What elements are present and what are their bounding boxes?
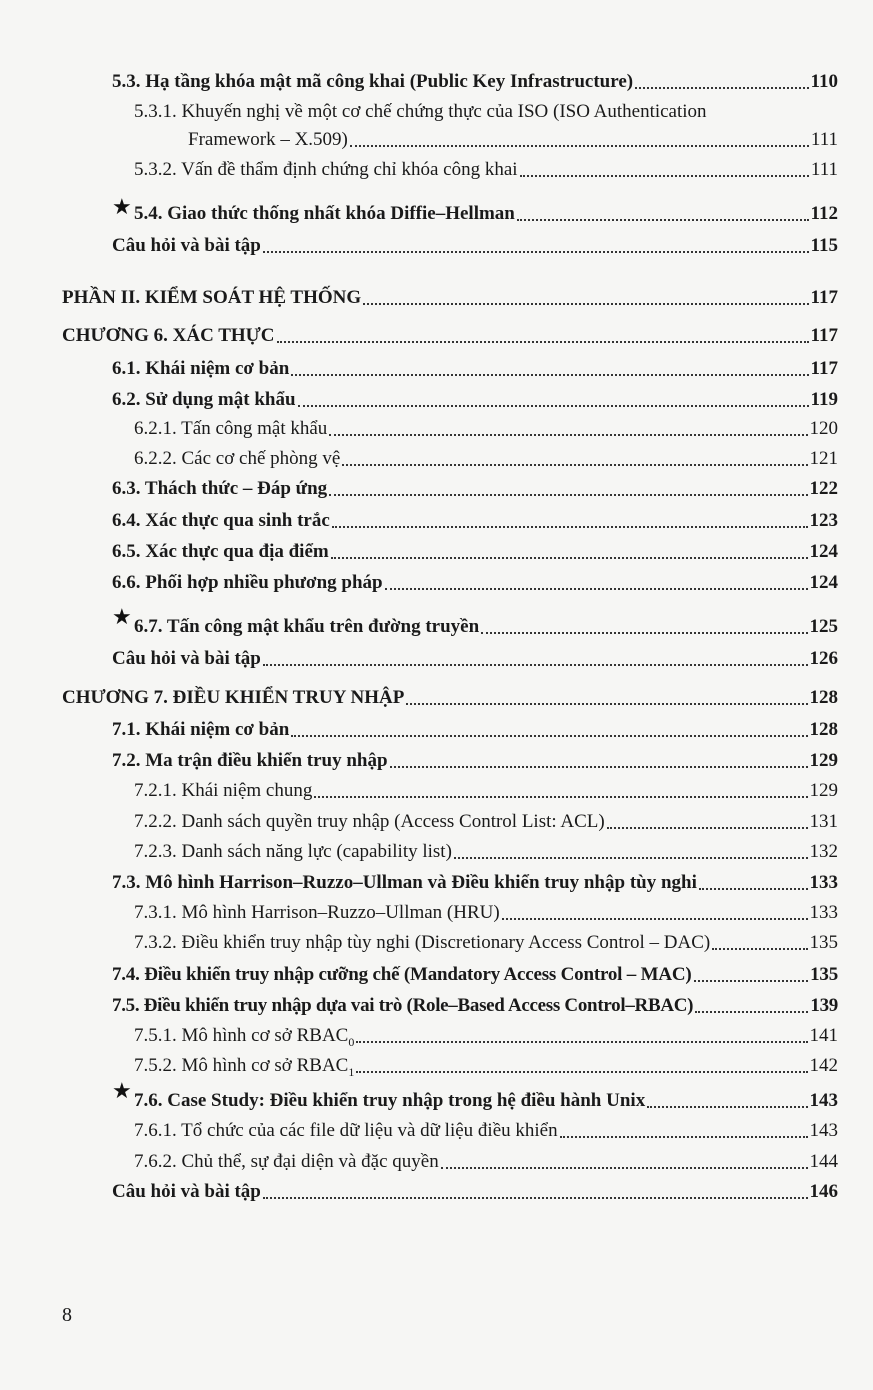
- dot-leader: [517, 219, 809, 221]
- toc-entry-page: 142: [809, 1055, 838, 1076]
- toc-entry-page: 117: [810, 325, 838, 346]
- toc-entry-title: 7.3.1. Mô hình Harrison–Ruzzo–Ullman (HRU): [134, 902, 500, 923]
- toc-entry[interactable]: [112, 68, 838, 96]
- toc-entry-page: 141: [809, 1025, 838, 1046]
- toc-entry[interactable]: [134, 1087, 838, 1115]
- toc-entry[interactable]: [134, 808, 838, 836]
- toc-entry-title: 5.4. Giao thức thống nhất khóa Diffie–Hellman: [134, 203, 515, 224]
- toc-entry-page: 123: [809, 510, 838, 531]
- toc-entry-page: 115: [810, 235, 838, 256]
- toc-entry-title: 7.2.1. Khái niệm chung: [134, 780, 313, 801]
- toc-entry[interactable]: [112, 961, 838, 989]
- toc-entry-page: 121: [809, 448, 838, 469]
- toc-entry[interactable]: [112, 992, 838, 1020]
- toc-entry[interactable]: [112, 538, 838, 566]
- toc-entry[interactable]: [112, 355, 838, 383]
- toc-entry-title: 7.6. Case Study: Điều khiển truy nhập trong hệ điều hành Unix: [134, 1090, 646, 1111]
- toc-entry-title: 7.4. Điều khiển truy nhập cưỡng chế (Mandatory Access Control – MAC): [112, 964, 692, 985]
- toc-entry[interactable]: [112, 475, 838, 503]
- toc-entry-page: 111: [810, 129, 838, 150]
- toc-entry[interactable]: [112, 386, 838, 414]
- toc-entry-title: Câu hỏi và bài tập: [112, 1181, 261, 1202]
- toc-entry-title: 6.6. Phối hợp nhiều phương pháp: [112, 572, 383, 593]
- toc-entry-title: CHƯƠNG 7. ĐIỀU KHIỂN TRUY NHẬP: [62, 687, 405, 708]
- toc-entry-page: 120: [809, 418, 838, 439]
- toc-entry[interactable]: [112, 507, 838, 535]
- toc-entry-title: 5.3. Hạ tầng khóa mật mã công khai (Public Key Infrastructure): [112, 71, 634, 92]
- star-icon: ★: [112, 194, 132, 219]
- dot-leader: [329, 434, 807, 436]
- toc-entry[interactable]: [112, 1178, 838, 1206]
- toc-entry[interactable]: [134, 1052, 838, 1080]
- toc-entry-page: 117: [810, 287, 838, 308]
- dot-leader: [263, 1197, 808, 1199]
- dot-leader: [329, 494, 807, 496]
- toc-entry-page: 124: [809, 541, 838, 562]
- dot-leader: [390, 766, 808, 768]
- toc-entry[interactable]: [62, 322, 838, 350]
- toc-entry[interactable]: [112, 869, 838, 897]
- dot-leader: [350, 145, 809, 147]
- toc-entry-title: PHẦN II. KIỂM SOÁT HỆ THỐNG: [62, 287, 362, 308]
- toc-entry[interactable]: [112, 569, 838, 597]
- toc-entry[interactable]: [134, 777, 838, 805]
- dot-leader: [441, 1167, 808, 1169]
- toc-entry[interactable]: [112, 232, 838, 260]
- toc-entry-page: 143: [809, 1120, 838, 1141]
- toc-entry-title: CHƯƠNG 6. XÁC THỰC: [62, 325, 275, 346]
- toc-entry[interactable]: [134, 415, 838, 443]
- toc-entry-page: 143: [809, 1090, 838, 1111]
- toc-entry[interactable]: [134, 156, 838, 184]
- dot-leader: [607, 827, 808, 829]
- toc-entry-page: 129: [809, 750, 838, 771]
- toc-entry-title: 7.1. Khái niệm cơ bản: [112, 719, 290, 740]
- toc-entry[interactable]: [134, 1117, 838, 1145]
- dot-leader: [291, 735, 807, 737]
- toc-entry-page: 128: [809, 719, 838, 740]
- toc-entry-title: 7.6.1. Tổ chức của các file dữ liệu và dữ liệu điều khiển: [134, 1120, 558, 1141]
- toc-entry-page: 129: [809, 780, 838, 801]
- dot-leader: [502, 918, 808, 920]
- toc-entry-page: 110: [810, 71, 838, 92]
- toc-entry[interactable]: [112, 645, 838, 673]
- dot-leader: [712, 948, 807, 950]
- dot-leader: [385, 588, 808, 590]
- toc-entry[interactable]: [112, 747, 838, 775]
- toc-entry-title: Câu hỏi và bài tập: [112, 235, 261, 256]
- star-icon: ★: [112, 604, 132, 629]
- toc-entry[interactable]: [134, 1022, 838, 1050]
- dot-leader: [560, 1136, 808, 1138]
- toc-entry-page: 144: [809, 1151, 838, 1172]
- toc-entry-title: 6.7. Tấn công mật khẩu trên đường truyền: [134, 616, 480, 637]
- page-number: 8: [62, 1304, 72, 1326]
- toc-entry-page: 119: [810, 389, 838, 410]
- toc-entry-title: 6.2.1. Tấn công mật khẩu: [134, 418, 328, 439]
- toc-entry-page: 128: [809, 687, 838, 708]
- toc-entry-title: Framework – X.509): [188, 129, 348, 150]
- dot-leader: [694, 980, 809, 982]
- dot-leader: [314, 796, 807, 798]
- dot-leader: [481, 632, 807, 634]
- toc-entry-title: 6.5. Xác thực qua địa điểm: [112, 541, 329, 562]
- toc-entry-page: 133: [809, 902, 838, 923]
- subscript: 0: [348, 1034, 355, 1049]
- toc-entry[interactable]: [134, 200, 838, 228]
- toc-entry-page: 125: [809, 616, 838, 637]
- dot-leader: [277, 341, 809, 343]
- dot-leader: [699, 888, 808, 890]
- toc-entry[interactable]: [134, 1148, 838, 1176]
- toc-entry-title: 7.3.2. Điều khiển truy nhập tùy nghi (Discretionary Access Control – DAC): [134, 932, 711, 953]
- toc-entry-title: 6.4. Xác thực qua sinh trắc: [112, 510, 330, 531]
- toc-entry[interactable]: [134, 445, 838, 473]
- toc-entry-page: 135: [810, 964, 838, 985]
- toc-entry-page: 135: [809, 932, 838, 953]
- toc-entry[interactable]: [134, 929, 838, 957]
- dot-leader: [454, 857, 808, 859]
- toc-entry-page: 122: [809, 478, 838, 499]
- toc-entry-page: 112: [810, 203, 838, 224]
- dot-leader: [298, 405, 809, 407]
- toc-entry-page: 139: [810, 995, 838, 1016]
- toc-entry-title: 6.1. Khái niệm cơ bản: [112, 358, 290, 379]
- toc-entry[interactable]: [134, 613, 838, 641]
- toc-entry-title: 7.5.2. Mô hình cơ sở $RBAC_1$: [134, 1055, 355, 1079]
- dot-leader: [331, 557, 808, 559]
- toc-entry-page: 117: [810, 358, 838, 379]
- dot-leader: [342, 464, 807, 466]
- toc-entry-title: 7.5. Điều khiển truy nhập dựa vai trò (Role–Based Access Control–RBAC): [112, 995, 694, 1016]
- toc-entry-title: 7.2.2. Danh sách quyền truy nhập (Access Control List: ACL): [134, 811, 605, 832]
- dot-leader: [647, 1106, 807, 1108]
- toc-entry-page: 111: [810, 159, 838, 180]
- toc-entry-title: 7.5.1. Mô hình cơ sở $RBAC_0$: [134, 1025, 355, 1049]
- toc-entry[interactable]: [112, 716, 838, 744]
- toc-entry-page: 133: [809, 872, 838, 893]
- toc-entry-title: 6.2.2. Các cơ chế phòng vệ: [134, 448, 341, 469]
- dot-leader: [635, 87, 808, 89]
- dot-leader: [520, 175, 809, 177]
- toc-entry-title: 7.2.3. Danh sách năng lực (capability list): [134, 841, 452, 862]
- dot-leader: [291, 374, 808, 376]
- dot-leader: [356, 1071, 807, 1073]
- toc-entry-title: 7.6.2. Chủ thể, sự đại diện và đặc quyền: [134, 1151, 439, 1172]
- toc-entry-title: 7.3. Mô hình Harrison–Ruzzo–Ullman và Điều khiển truy nhập tùy nghi: [112, 872, 697, 893]
- toc-entry[interactable]: [62, 684, 838, 712]
- dot-leader: [263, 664, 808, 666]
- toc-entry-title: 6.3. Thách thức – Đáp ứng: [112, 478, 328, 499]
- star-icon: ★: [112, 1078, 132, 1103]
- toc-entry-title: 5.3.1. Khuyến nghị về một cơ chế chứng thực của ISO (ISO Authentication: [134, 101, 707, 122]
- toc-entry[interactable]: [188, 126, 838, 154]
- toc-entry[interactable]: [134, 899, 838, 927]
- toc-entry-title: 7.2. Ma trận điều khiển truy nhập: [112, 750, 388, 771]
- toc-entry[interactable]: [134, 838, 838, 866]
- toc-entry-page: 124: [809, 572, 838, 593]
- toc-entry-page: 131: [809, 811, 838, 832]
- toc-entry-page: 132: [809, 841, 838, 862]
- dot-leader: [356, 1041, 807, 1043]
- toc-entry[interactable]: [62, 284, 838, 312]
- dot-leader: [695, 1011, 808, 1013]
- toc-entry-page: 146: [809, 1181, 838, 1202]
- toc-entry-title: 6.2. Sử dụng mật khẩu: [112, 389, 296, 410]
- dot-leader: [263, 251, 809, 253]
- toc-entry-page: 126: [809, 648, 838, 669]
- subscript: 1: [348, 1064, 355, 1079]
- dot-leader: [406, 703, 807, 705]
- toc-entry-title: 5.3.2. Vấn đề thẩm định chứng chỉ khóa công khai: [134, 159, 518, 180]
- dot-leader: [332, 526, 808, 528]
- toc-entry-title: Câu hỏi và bài tập: [112, 648, 261, 669]
- dot-leader: [363, 303, 808, 305]
